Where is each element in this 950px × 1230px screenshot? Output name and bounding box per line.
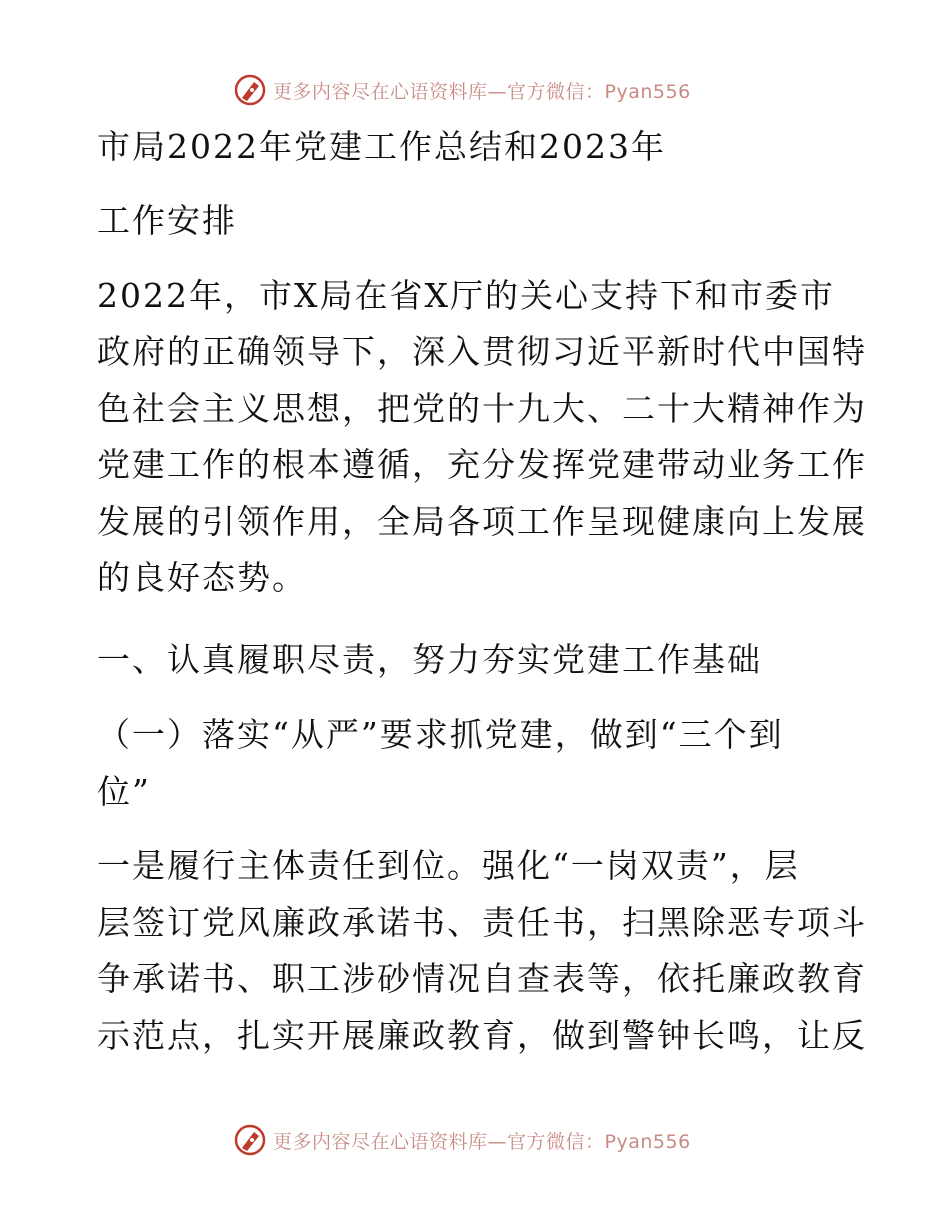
- body-paragraph-line: 层签订党风廉政承诺书、责任书，扫黑除恶专项斗: [97, 903, 867, 942]
- section-heading-1: 一、认真履职尽责，努力夯实党建工作基础: [97, 640, 762, 679]
- watermark-header: [233, 70, 691, 110]
- subsection-heading-line: （一）落实“从严”要求抓党建，做到“三个到: [97, 715, 784, 754]
- watermark-text: 更多内容尽在心语资料库—官方微信：Pyan556: [273, 80, 691, 103]
- pen-nib-logo-icon: [233, 1123, 267, 1157]
- intro-paragraph-line: 党建工作的根本遵循，充分发挥党建带动业务工作: [97, 445, 867, 484]
- body-paragraph-line: 示范点，扎实开展廉政教育，做到警钟长鸣，让反: [97, 1016, 867, 1055]
- intro-paragraph-line: 发展的引领作用，全局各项工作呈现健康向上发展: [97, 502, 867, 541]
- pen-nib-logo-icon: [233, 73, 267, 107]
- watermark-text: 更多内容尽在心语资料库—官方微信：Pyan556: [273, 1130, 691, 1153]
- watermark-footer: [233, 1120, 691, 1160]
- body-paragraph-line: 一是履行主体责任到位。强化“一岗双责”，层: [97, 846, 800, 885]
- intro-paragraph-line: 的良好态势。: [97, 558, 307, 597]
- intro-paragraph-line: 2022年，市X局在省X厅的关心支持下和市委市: [97, 276, 835, 315]
- document-title-line-2: 工作安排: [97, 201, 237, 240]
- document-title-line-1: 市局2022年党建工作总结和2023年: [97, 127, 666, 166]
- subsection-heading-line: 位”: [97, 772, 151, 811]
- intro-paragraph-line: 色社会主义思想，把党的十九大、二十大精神作为: [97, 389, 867, 428]
- intro-paragraph-line: 政府的正确领导下，深入贯彻习近平新时代中国特: [97, 332, 867, 371]
- body-paragraph-line: 争承诺书、职工涉砂情况自查表等，依托廉政教育: [97, 959, 867, 998]
